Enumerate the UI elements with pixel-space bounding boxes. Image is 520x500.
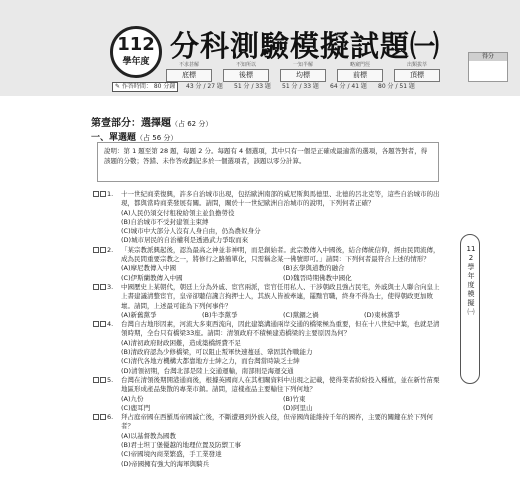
tally-item: 43 分 / 27 題 <box>186 83 223 90</box>
level-label: 前標 <box>337 69 383 82</box>
tally-item: 64 分 / 41 題 <box>330 83 367 90</box>
question-number-text: 2. <box>107 245 114 254</box>
exam-title: 分科測驗模擬試題㈠ <box>170 29 441 63</box>
question-item <box>93 190 445 246</box>
answer-checkbox[interactable] <box>100 247 106 253</box>
question-item <box>93 320 445 376</box>
year-badge <box>110 26 162 78</box>
answer-option: (D)城市居民的自治權利是透過武力爭取而來 <box>121 236 249 245</box>
answer-checkbox[interactable] <box>100 191 106 197</box>
level-hint: 一知半解 <box>292 62 313 68</box>
answer-option: (B)牛李黨爭 <box>202 310 238 319</box>
side-tab-text: 112學年度模擬㈠ <box>466 245 476 316</box>
question-text: 「某宗教派興起後，認為最高之神並非神明，而是創始者。此宗教傳入中國後，結合傳統信仰，經由民間流傳，成為民間重要宗教之一，將修行之路簡單化，只需稱念某一佛號即可。」請問：下列何者最符合上述的情形？ <box>121 245 440 264</box>
question-number-text: 6. <box>107 413 114 422</box>
subsection-title-text: 一、單選題 <box>91 133 137 143</box>
option-list <box>121 209 445 246</box>
exam-header <box>0 0 520 96</box>
section-title-note: （占 62 分） <box>171 120 213 128</box>
question-number-text: 3. <box>107 282 114 291</box>
answer-option: (B)自治城市不受封建領主束縛 <box>121 217 209 226</box>
answer-option: (D)魏晉時期佛教中國化 <box>283 273 352 282</box>
answer-option: (B)竹東 <box>283 394 306 403</box>
question-number-text: 4. <box>107 320 114 329</box>
question-text: 中國歷史上某朝代，朝廷上分為外戚、宦官兩派，宦官任用私人、干涉朝政且強占民宅，外戚與士人聯合向皇上上書建議清整宦官，皇帝卻聽信讒言拘押士人，其族人皆被牽連，罷黜官職，終身不得為士，使得朝政更加敗壞。請問，上述最可能為下列何事件？ <box>121 282 440 310</box>
answer-option: (C)帝國境內商業繁盛，手工業發達 <box>121 450 222 459</box>
answer-option: (C)鹿耳門 <box>121 403 151 412</box>
level-label: 底標 <box>166 69 212 82</box>
level-hint: 略窺門徑 <box>349 62 370 68</box>
answer-option: (D)阿里山 <box>283 403 313 412</box>
year-suffix: 學年度 <box>122 57 150 67</box>
question-item <box>93 246 445 283</box>
option-list <box>121 339 445 376</box>
answer-option: (D)帝國擁有強大的海軍與騎兵 <box>121 459 210 468</box>
answer-checkbox[interactable] <box>100 321 106 327</box>
score-box <box>468 52 508 82</box>
answer-option: (A)以基督教為國教 <box>121 431 177 440</box>
level-top <box>394 62 440 82</box>
answer-checkbox[interactable] <box>93 321 99 327</box>
level-high <box>337 62 383 82</box>
answer-checkbox[interactable] <box>93 377 99 383</box>
question-text: 十一世紀商業復興，許多自治城市出現，包括歐洲南部的威尼斯與馬德里、北德的呂北克等，這些自治城市的出現，都與當時商業發展有關。請問，關於十一世紀歐洲自治城市的說明，下列何者正確？ <box>121 190 440 208</box>
answer-option: (D)清領初期，台灣北部是陸上交通運輸，南部則是海運交通 <box>121 366 294 375</box>
level-hint: 不求甚解 <box>178 62 199 68</box>
side-tab <box>460 234 480 384</box>
answer-option: (C)黨錮之禍 <box>283 310 319 319</box>
level-hint: 不知所以 <box>235 62 256 68</box>
answer-option: (A)清初政府財政困難，造成築橋經費不足 <box>121 338 242 347</box>
question-text: 台灣在清領後期開港通商後，根據英國商人在其相關資料中出現之記載，使得業者紛紛投入種植，並在新竹苗栗地區形成產品集散的專業市鎮。請問，這樣產品主要輸往下列何地？ <box>121 375 440 394</box>
option-list <box>121 264 445 283</box>
answer-option: (B)君士坦丁堡優越的地理位置及防禦工事 <box>121 441 242 450</box>
question-item <box>93 413 445 469</box>
level-mid <box>280 62 326 82</box>
question-item <box>93 283 445 320</box>
answer-option: (C)清代各地方機構大都靠地方士紳之力，而台灣當時缺乏士紳 <box>121 357 300 366</box>
level-bottom <box>166 62 212 82</box>
option-list <box>121 311 445 320</box>
question-text: 拜占庭帝國在西羅馬帝國滅亡後，不斷遭遇到外族入侵，但帝國尚能維持千年的國祚，主要的關鍵在於下列何者？ <box>121 413 433 431</box>
score-tally <box>0 82 520 92</box>
tally-item: 80 分 / 51 題 <box>378 83 415 90</box>
level-scale <box>166 62 466 84</box>
level-label: 後標 <box>223 69 269 82</box>
question-number <box>93 246 119 255</box>
answer-checkbox[interactable] <box>93 414 99 420</box>
question-number <box>93 283 119 292</box>
answer-checkbox[interactable] <box>93 284 99 290</box>
answer-option: (C)伊斯蘭教傳入中國 <box>121 273 183 282</box>
level-low <box>223 62 269 82</box>
answer-checkbox[interactable] <box>100 377 106 383</box>
answer-option: (B)玄學與道教的融合 <box>283 264 345 273</box>
answer-option: (C)城市中大部分人沒有人身自由，仍為農奴身分 <box>121 227 261 236</box>
level-hint: 出類拔萃 <box>406 62 427 68</box>
section-title <box>91 114 212 129</box>
subsection-title-note: （占 56 分） <box>136 134 178 142</box>
answer-option: (D)東林黨爭 <box>364 310 401 319</box>
answer-option: (A)人民仍須交付租稅給領主並負擔勞役 <box>121 208 235 217</box>
question-item <box>93 376 445 413</box>
option-list <box>121 432 445 469</box>
answer-option: (B)清政府認為少修橋梁，可以阻止叛軍快速蔓延、鞏固其作戰能力 <box>121 348 313 357</box>
question-number-text: 5. <box>107 375 114 384</box>
answer-option: (A)摩尼教傳入中國 <box>121 264 177 273</box>
question-number <box>93 376 119 385</box>
question-number <box>93 190 119 199</box>
level-label: 頂標 <box>394 69 440 82</box>
score-label: 得分 <box>469 53 507 61</box>
year-number: 112 <box>117 34 155 55</box>
answer-option: (A)九份 <box>121 394 144 403</box>
section-title-text: 第壹部分：選擇題 <box>91 118 171 129</box>
answer-option: (A)新舊黨爭 <box>121 310 157 319</box>
level-label: 均標 <box>280 69 326 82</box>
tally-item: 51 分 / 33 題 <box>282 83 319 90</box>
exam-time: ✎ 作答時間： 80 分鐘 <box>112 82 178 92</box>
option-list <box>121 395 445 414</box>
answer-checkbox[interactable] <box>93 247 99 253</box>
answer-checkbox[interactable] <box>93 191 99 197</box>
instructions-box: 說明：第 1 題至第 28 題，每題 2 分。每題有 4 個選項，其中只有一個是正確或最適當的選項，各題答對者，得該題的分數；答錯、未作答或劃記多於一個選項者，該題以零分計算。 <box>97 142 439 182</box>
answer-checkbox[interactable] <box>100 414 106 420</box>
answer-checkbox[interactable] <box>100 284 106 290</box>
question-text: 台灣自古地形因素，河流大多東西流向，因此建築溝通兩岸交通的橋梁極為重要，但在十八世紀中葉，也就是清領時期，全台只有橋梁33座。請問：清領政府不積極建造橋梁的主要原因為何？ <box>121 320 440 338</box>
question-number <box>93 320 119 329</box>
question-list <box>93 190 445 469</box>
tally-item: 51 分 / 33 題 <box>234 83 271 90</box>
question-number <box>93 413 119 422</box>
question-number-text: 1. <box>107 190 114 198</box>
